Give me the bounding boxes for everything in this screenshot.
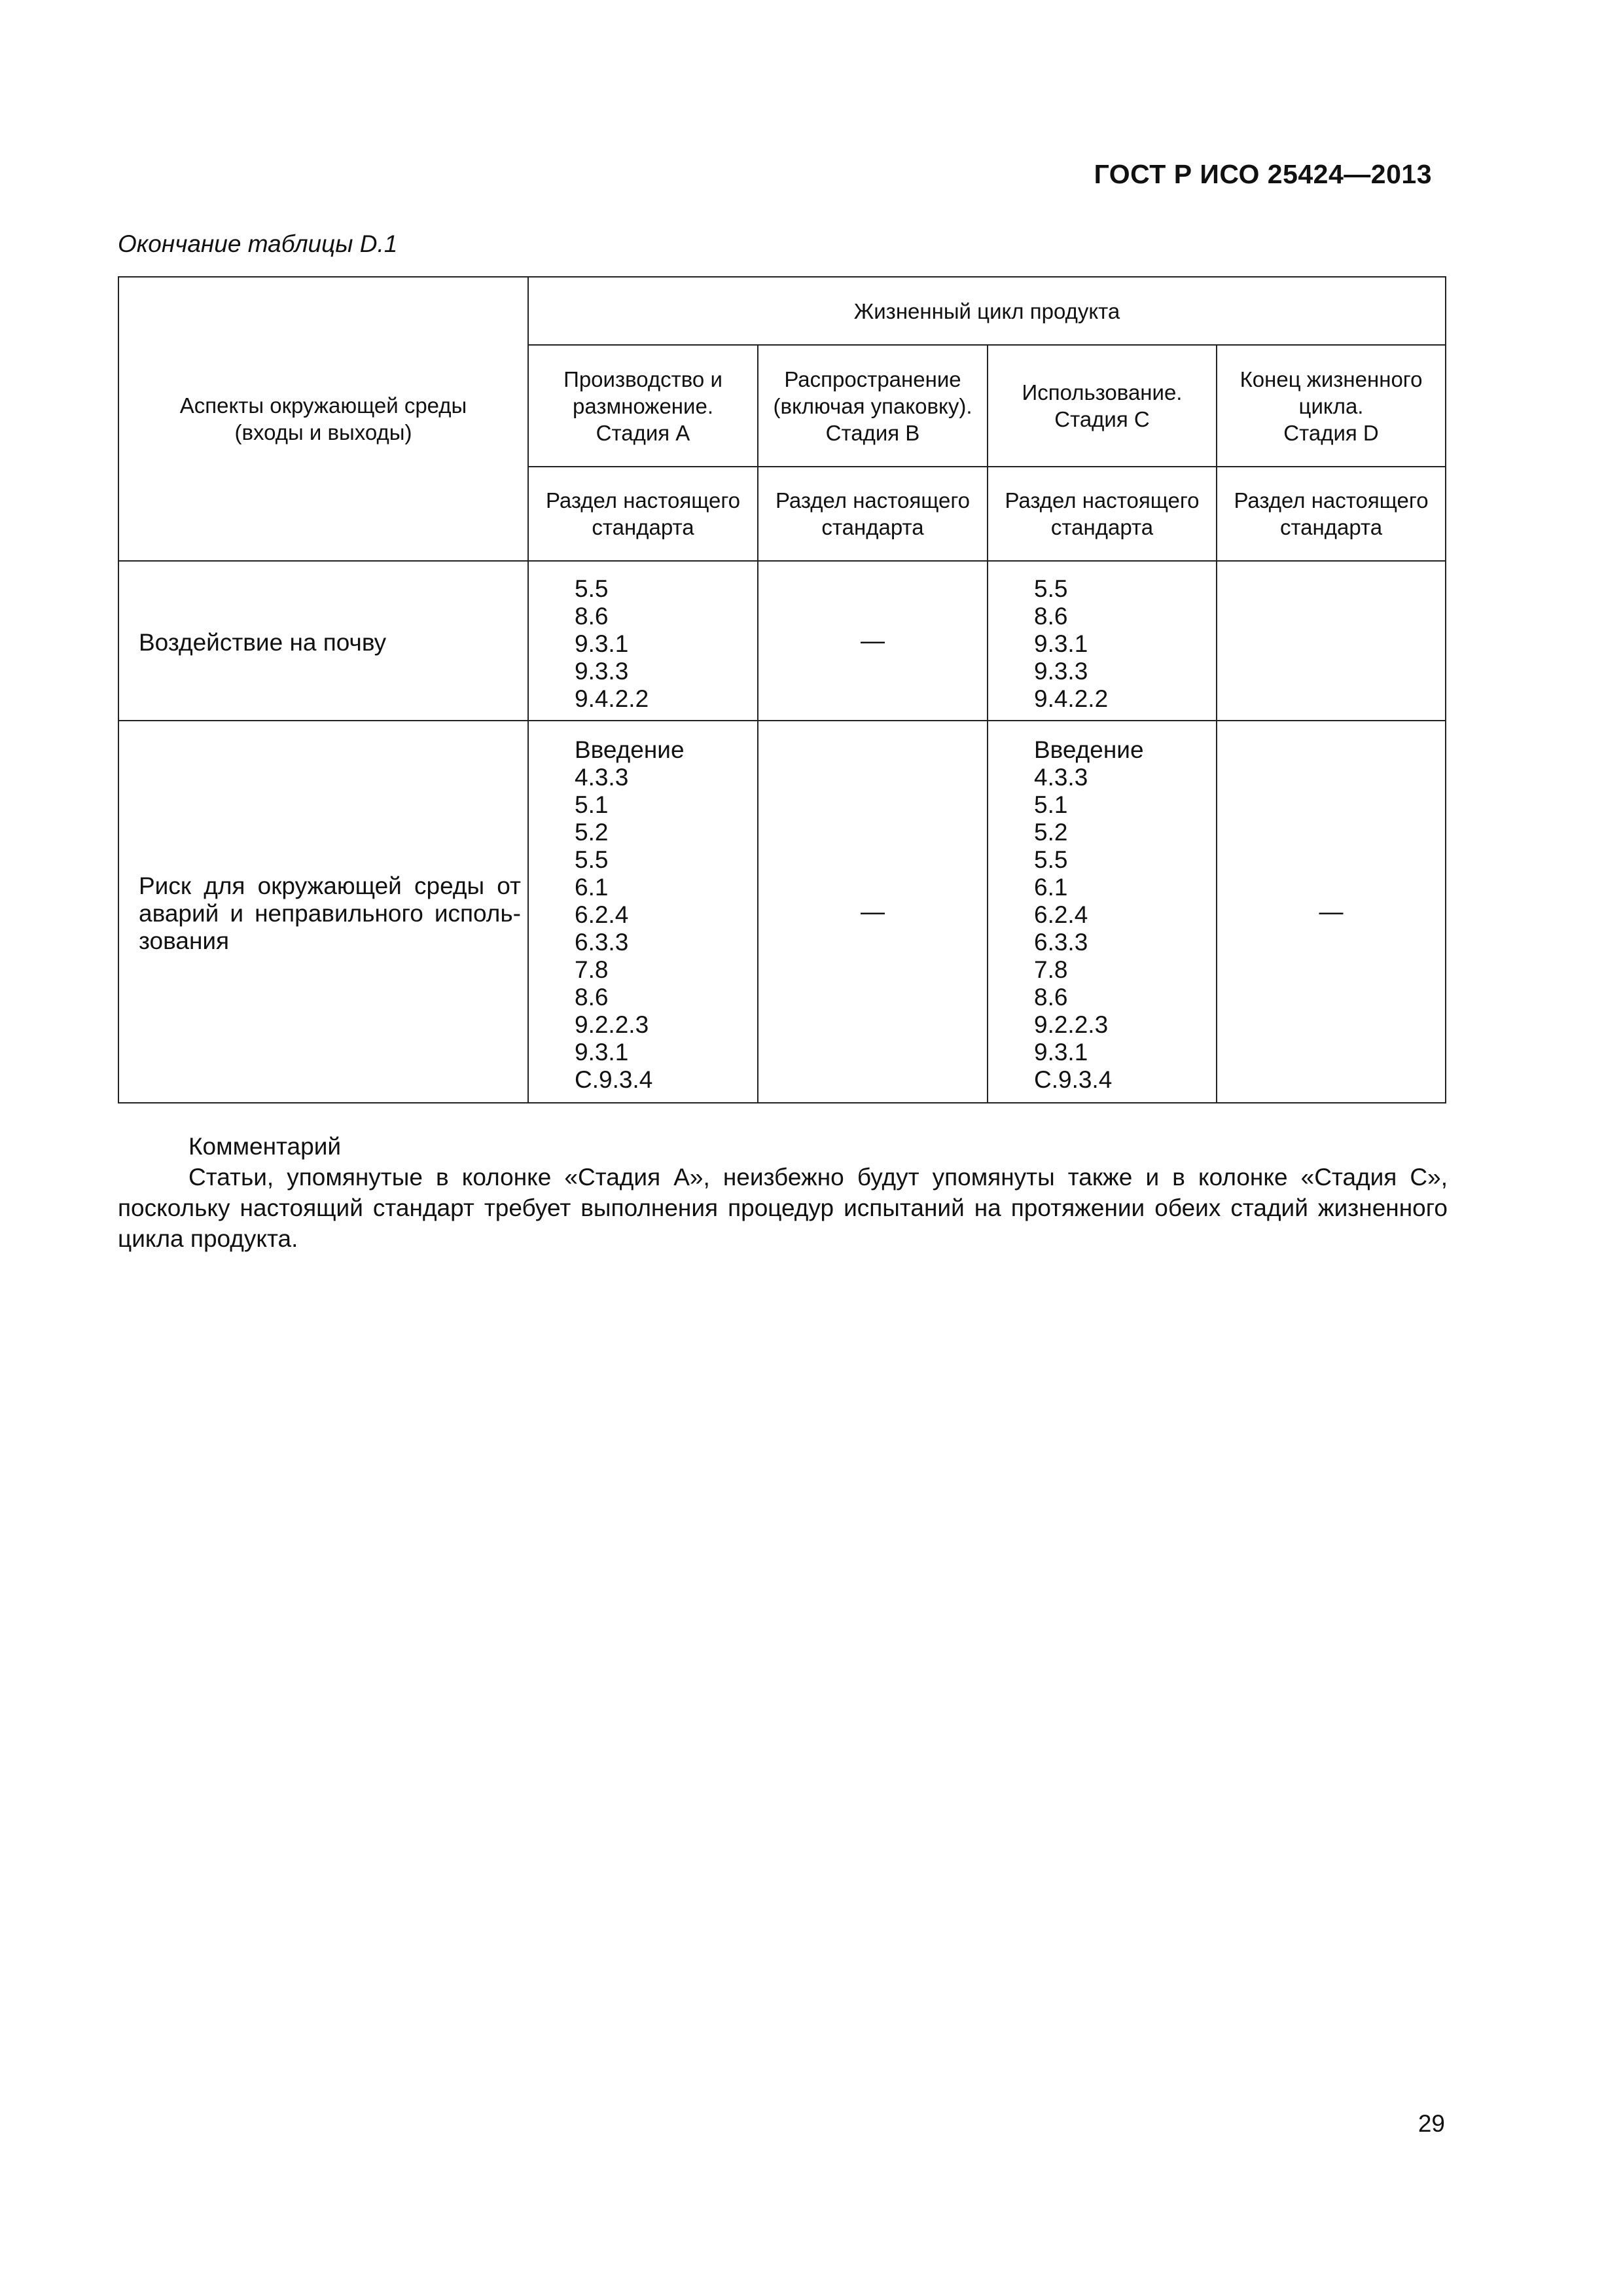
stage-c-refs <box>988 561 1217 721</box>
stage-header-line: (включая упаковку). <box>773 393 972 418</box>
ref-item: С.9.3.4 <box>1034 1066 1113 1093</box>
comment-text: Статьи, упомянутые в колонке «Стадия А», неизбежно будут упомянуты также и в колонке «Стадия С», поскольку настоящий стандарт требует выполнения процедур испытаний на протяжении обеих стадий жизненного цикла продукта. <box>118 1164 1448 1252</box>
stage-b-dash: — <box>758 561 988 721</box>
ref-item: 4.3.3 <box>1034 764 1088 791</box>
aspect-column-header <box>118 277 528 561</box>
section-header-stage-a <box>528 467 758 561</box>
stage-header-line: цикла. <box>1298 393 1364 418</box>
ref-item: 5.5 <box>575 575 609 602</box>
comment-block <box>118 1131 1448 1254</box>
stage-header-line: Стадия А <box>596 420 690 445</box>
stage-header-line: Распространение <box>784 367 961 391</box>
ref-item: 5.1 <box>1034 791 1068 818</box>
ref-item: Введение <box>1034 736 1144 763</box>
section-header-line: стандарта <box>1050 515 1154 539</box>
section-header-line: стандарта <box>1279 515 1383 539</box>
ref-item: 9.3.1 <box>1034 1039 1088 1066</box>
ref-item: 8.6 <box>1034 984 1068 1011</box>
ref-item: 6.1 <box>575 874 609 901</box>
ref-item: 5.5 <box>1034 575 1068 602</box>
ref-item: 9.3.1 <box>575 630 629 657</box>
stage-a-refs <box>528 721 758 1103</box>
ref-item: 9.2.2.3 <box>1034 1011 1109 1038</box>
stage-a-refs <box>528 561 758 721</box>
section-header-line: стандарта <box>821 515 924 539</box>
section-header-line: стандарта <box>592 515 694 539</box>
ref-item: 7.8 <box>575 956 609 983</box>
section-header-stage-c <box>988 467 1217 561</box>
ref-item: 7.8 <box>1034 956 1068 983</box>
ref-item: 8.6 <box>575 603 609 630</box>
ref-item: 5.5 <box>1034 846 1068 873</box>
section-header-stage-d <box>1217 467 1446 561</box>
lifecycle-header: Жизненный цикл продукта <box>528 277 1446 345</box>
ref-item: 6.1 <box>1034 874 1068 901</box>
row-label: Воздействие на почву <box>118 561 528 721</box>
stage-header-line: Стадия D <box>1283 420 1379 445</box>
aspect-header-line: Аспекты окружающей среды <box>179 393 467 418</box>
ref-item: 9.3.3 <box>575 658 629 685</box>
stage-d-header <box>1217 345 1446 467</box>
stage-header-line: Стадия В <box>825 420 920 445</box>
table-row <box>118 721 1446 1103</box>
stage-header-line: Производство и <box>563 367 722 391</box>
ref-item: 9.2.2.3 <box>575 1011 649 1038</box>
ref-item: 6.3.3 <box>575 929 629 956</box>
ref-item: 5.2 <box>1034 819 1068 846</box>
document-code: ГОСТ Р ИСО 25424—2013 <box>1094 159 1432 189</box>
stage-d-cell <box>1217 561 1446 721</box>
row-label: Риск для окружающей среды от аварий и неправильного исполь-зования <box>118 721 528 1103</box>
ref-item: Введение <box>575 736 685 763</box>
ref-item: 9.3.1 <box>575 1039 629 1066</box>
ref-item: 6.2.4 <box>575 901 629 928</box>
environmental-aspects-table <box>118 276 1446 1103</box>
stage-header-line: Использование. <box>1022 380 1183 404</box>
ref-item: 8.6 <box>575 984 609 1011</box>
stage-b-dash: — <box>758 721 988 1103</box>
ref-item: 4.3.3 <box>575 764 629 791</box>
section-header-line: Раздел настоящего <box>545 488 741 512</box>
section-header-line: Раздел настоящего <box>1234 488 1429 512</box>
stage-header-line: Стадия С <box>1054 407 1150 431</box>
comment-title: Комментарий <box>188 1133 342 1160</box>
ref-item: 6.3.3 <box>1034 929 1088 956</box>
table-row <box>118 561 1446 721</box>
stage-c-header <box>988 345 1217 467</box>
page-number: 29 <box>1418 2110 1445 2137</box>
ref-item: 5.2 <box>575 819 609 846</box>
ref-item: 6.2.4 <box>1034 901 1088 928</box>
ref-item: 8.6 <box>1034 603 1068 630</box>
section-header-stage-b <box>758 467 988 561</box>
stage-c-refs <box>988 721 1217 1103</box>
ref-item: 9.4.2.2 <box>575 685 649 712</box>
stage-b-header <box>758 345 988 467</box>
section-header-line: Раздел настоящего <box>775 488 971 512</box>
stage-d-dash: — <box>1217 721 1446 1103</box>
ref-item: 5.1 <box>575 791 609 818</box>
ref-item: 9.3.1 <box>1034 630 1088 657</box>
ref-item: 9.4.2.2 <box>1034 685 1109 712</box>
section-header-line: Раздел настоящего <box>1005 488 1200 512</box>
ref-item: С.9.3.4 <box>575 1066 653 1093</box>
table-caption: Окончание таблицы D.1 <box>118 230 398 257</box>
ref-item: 5.5 <box>575 846 609 873</box>
stage-header-line: размножение. <box>573 393 713 418</box>
stage-header-line: Конец жизненного <box>1240 367 1423 391</box>
ref-item: 9.3.3 <box>1034 658 1088 685</box>
stage-a-header <box>528 345 758 467</box>
aspect-header-line: (входы и выходы) <box>234 420 412 444</box>
